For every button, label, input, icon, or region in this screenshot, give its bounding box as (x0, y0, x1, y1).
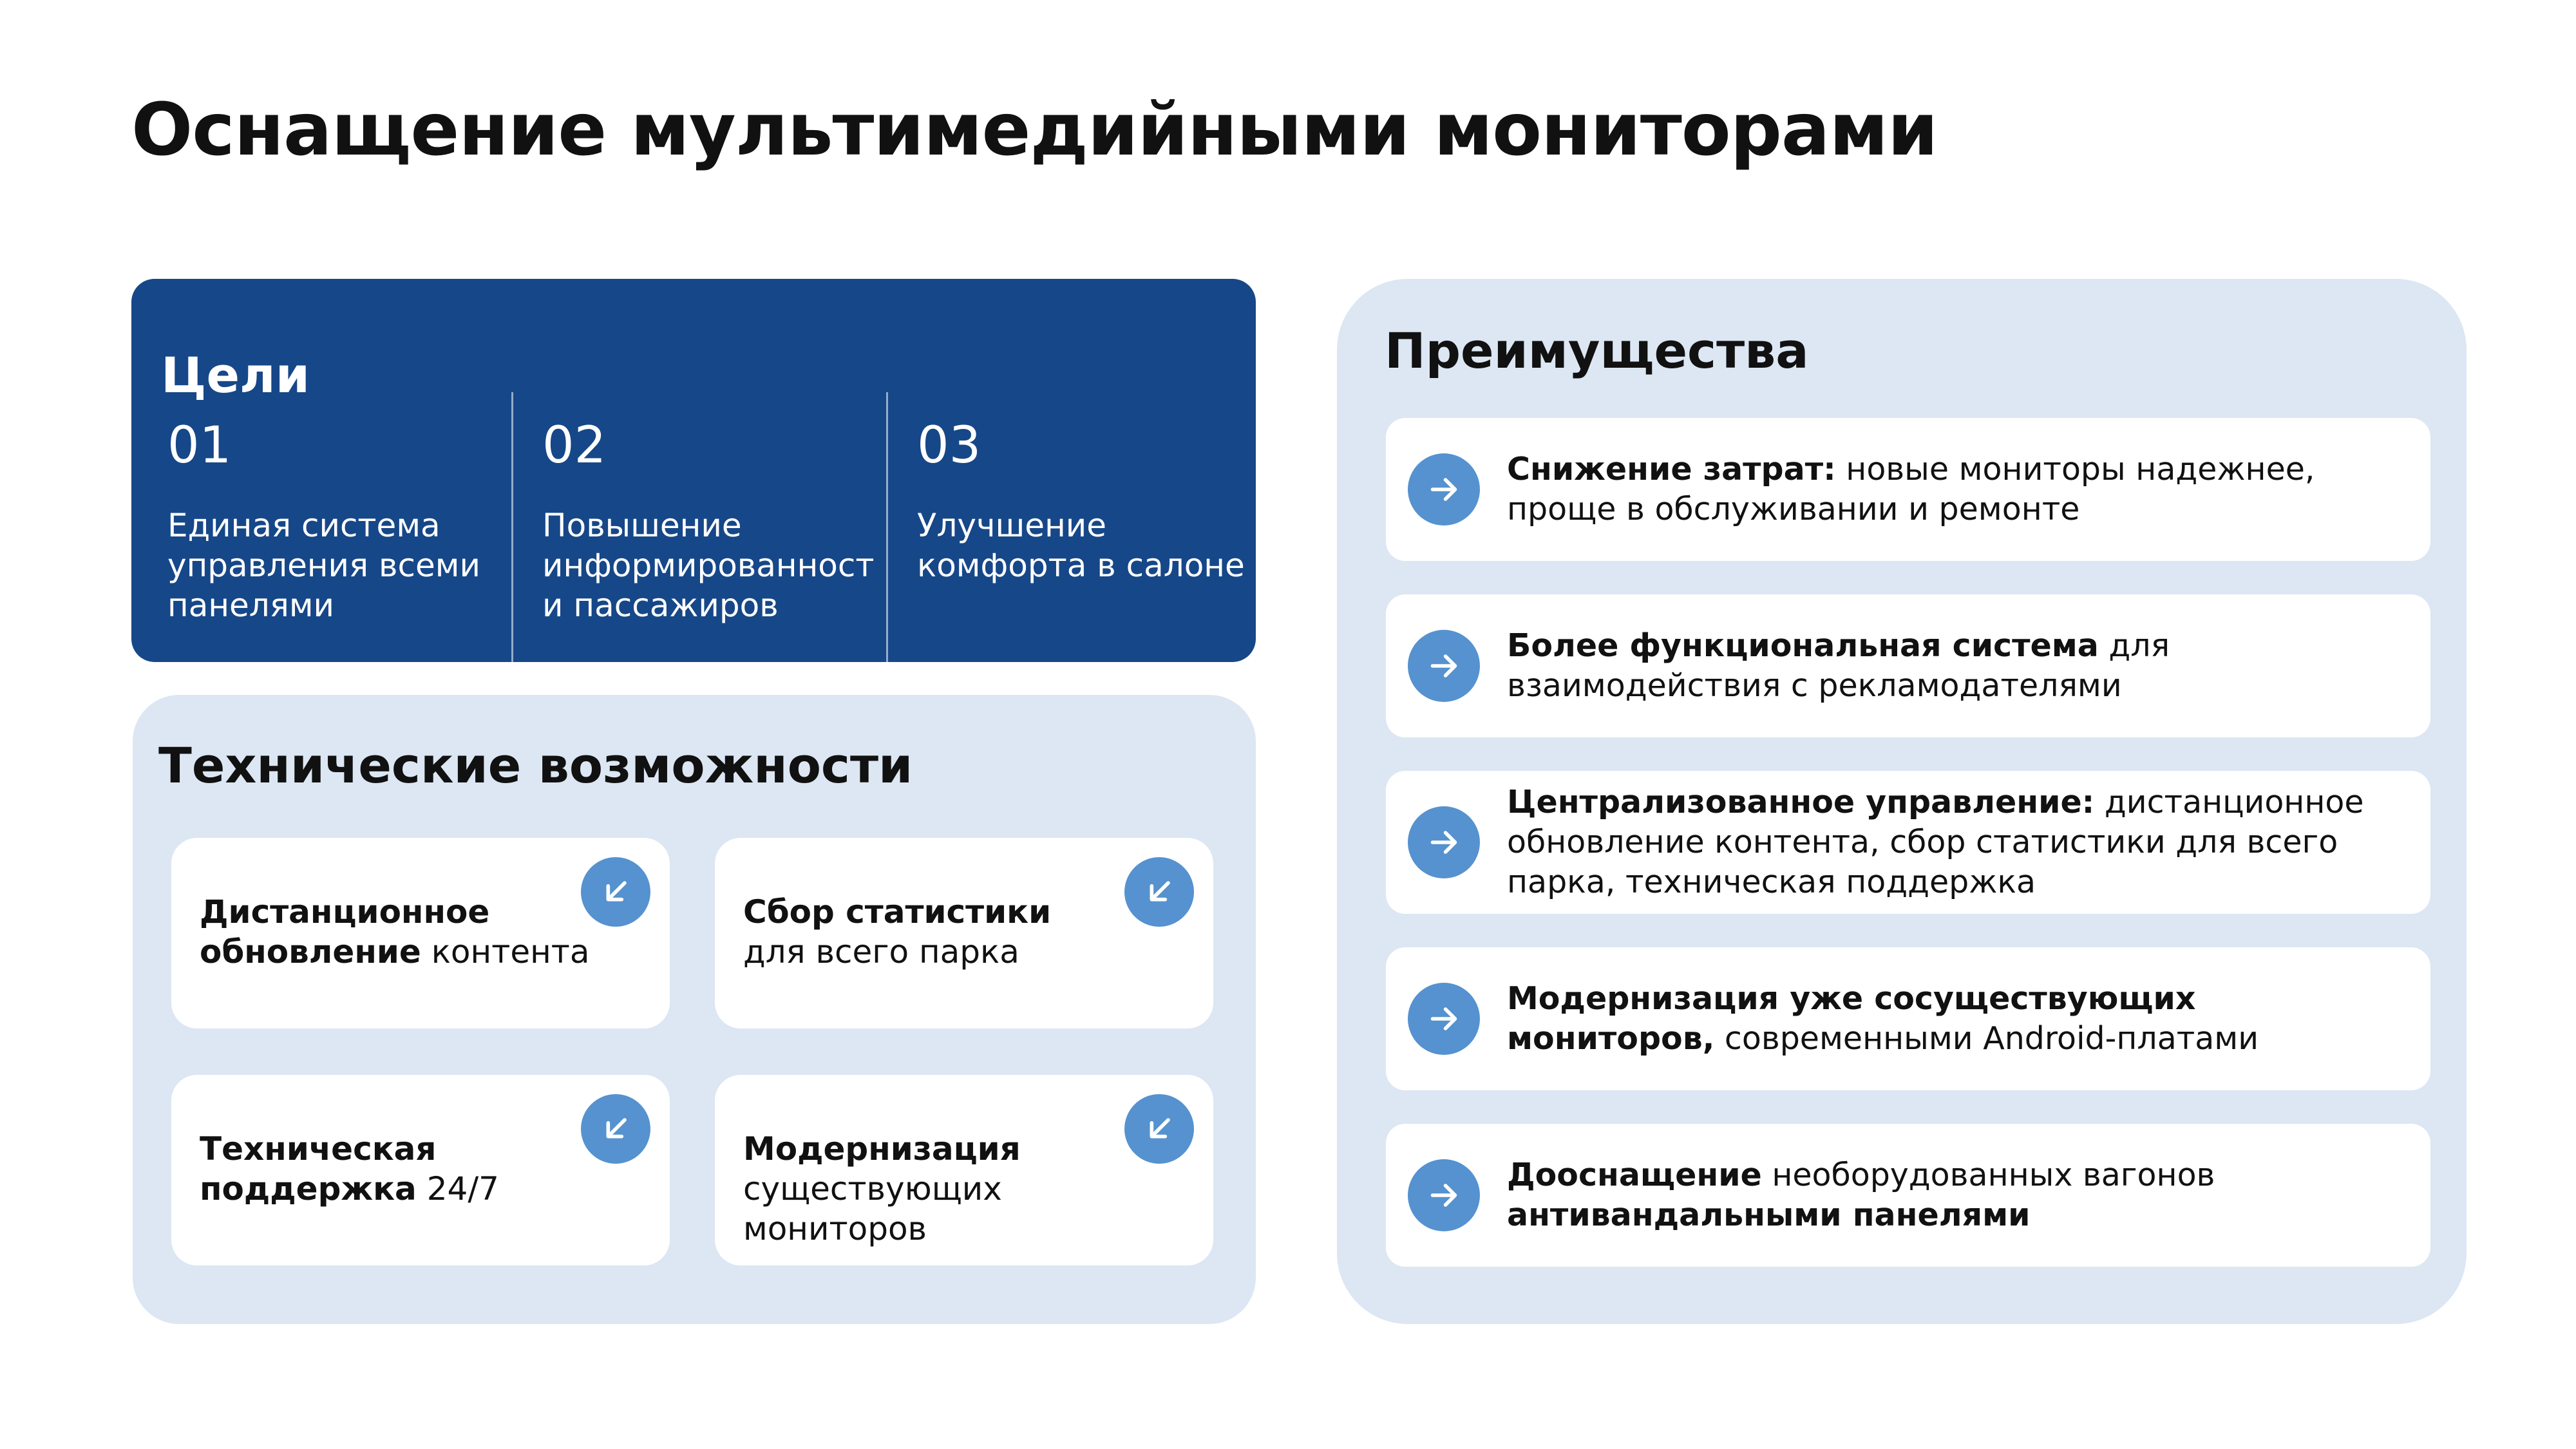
goal-number: 03 (917, 417, 981, 475)
advantage-rest: необорудованных вагонов (1761, 1157, 2215, 1193)
tech-card-remote-update (171, 838, 670, 1028)
tech-card-rest: контента (421, 933, 590, 971)
goal-number: 02 (542, 417, 607, 475)
tech-card-bold: Сбор статистики (743, 893, 1052, 931)
page-title: Оснащение мультимедийными мониторами (131, 88, 1938, 172)
tech-card-bold: Дистанционное обновление (200, 893, 490, 971)
advantage-item-functional (1386, 594, 2430, 737)
goal-number: 01 (167, 417, 232, 475)
advantage-rest: современными Android-платами (1714, 1020, 2259, 1057)
advantage-bold: Модернизация уже сосуществующих мониторов, (1507, 980, 2196, 1057)
advantage-bold: Дооснащение (1507, 1157, 1762, 1193)
goal-text: Единая система управления всеми панелями (167, 507, 480, 624)
tech-title: Технические возможности (158, 737, 913, 794)
arrow-down-left-icon (581, 857, 650, 927)
arrow-right-icon (1408, 1159, 1480, 1231)
goal-item-3 (917, 390, 1252, 662)
tech-card-bold: Модернизация (743, 1130, 1021, 1168)
tech-card-text (743, 1129, 1181, 1249)
advantage-bold: Более функциональная система (1507, 627, 2099, 664)
advantage-bold-2: антивандальными панелями (1507, 1197, 2031, 1233)
advantage-item-modernization (1386, 947, 2430, 1090)
tech-capabilities-card (133, 695, 1256, 1324)
tech-card-rest: 24/7 (416, 1170, 499, 1208)
advantage-text (1507, 418, 2405, 561)
advantage-text (1507, 1124, 2405, 1267)
advantage-text (1507, 947, 2405, 1090)
tech-card-modernization (715, 1075, 1213, 1265)
tech-card-support (171, 1075, 670, 1265)
goals-title: Цели (161, 346, 310, 404)
tech-card-statistics (715, 838, 1213, 1028)
tech-card-text (200, 1129, 638, 1209)
advantage-item-retrofit (1386, 1124, 2430, 1267)
arrow-right-icon (1408, 806, 1480, 878)
advantages-title: Преимущества (1385, 322, 1809, 379)
tech-card-rest: для всего парка (743, 933, 1019, 971)
goal-item-1 (167, 390, 502, 662)
tech-card-bold: Техническая поддержка (200, 1130, 437, 1208)
goal-text: Повышение информированност и пассажиров (542, 507, 875, 624)
advantage-item-centralized (1386, 771, 2430, 914)
advantages-card (1337, 279, 2467, 1324)
arrow-right-icon (1408, 630, 1480, 702)
arrow-right-icon (1408, 983, 1480, 1055)
tech-card-text (743, 892, 1181, 972)
goals-divider (886, 392, 888, 662)
goals-card (131, 279, 1256, 662)
advantage-rest: новые мониторы надежнее, проще в обслуживании и ремонте (1507, 451, 2315, 527)
arrow-down-left-icon (1124, 1094, 1194, 1164)
advantage-text (1507, 771, 2405, 914)
arrow-right-icon (1408, 453, 1480, 526)
advantage-item-cost (1386, 418, 2430, 561)
tech-card-rest: существующих мониторов (743, 1170, 1002, 1247)
advantage-bold: Централизованное управление: (1507, 784, 2095, 820)
advantage-text (1507, 594, 2405, 737)
tech-card-text (200, 892, 638, 972)
goals-divider (511, 392, 513, 662)
advantage-rest: для взаимодействия с рекламодателями (1507, 627, 2170, 704)
goal-item-2 (542, 390, 877, 662)
goal-text: Улучшение комфорта в салоне (917, 507, 1245, 584)
arrow-down-left-icon (1124, 857, 1194, 927)
advantage-bold: Снижение затрат: (1507, 451, 1836, 488)
advantage-rest: дистанционное обновление контента, сбор статистики для всего парка, техническая поддержка (1507, 784, 2364, 900)
arrow-down-left-icon (581, 1094, 650, 1164)
